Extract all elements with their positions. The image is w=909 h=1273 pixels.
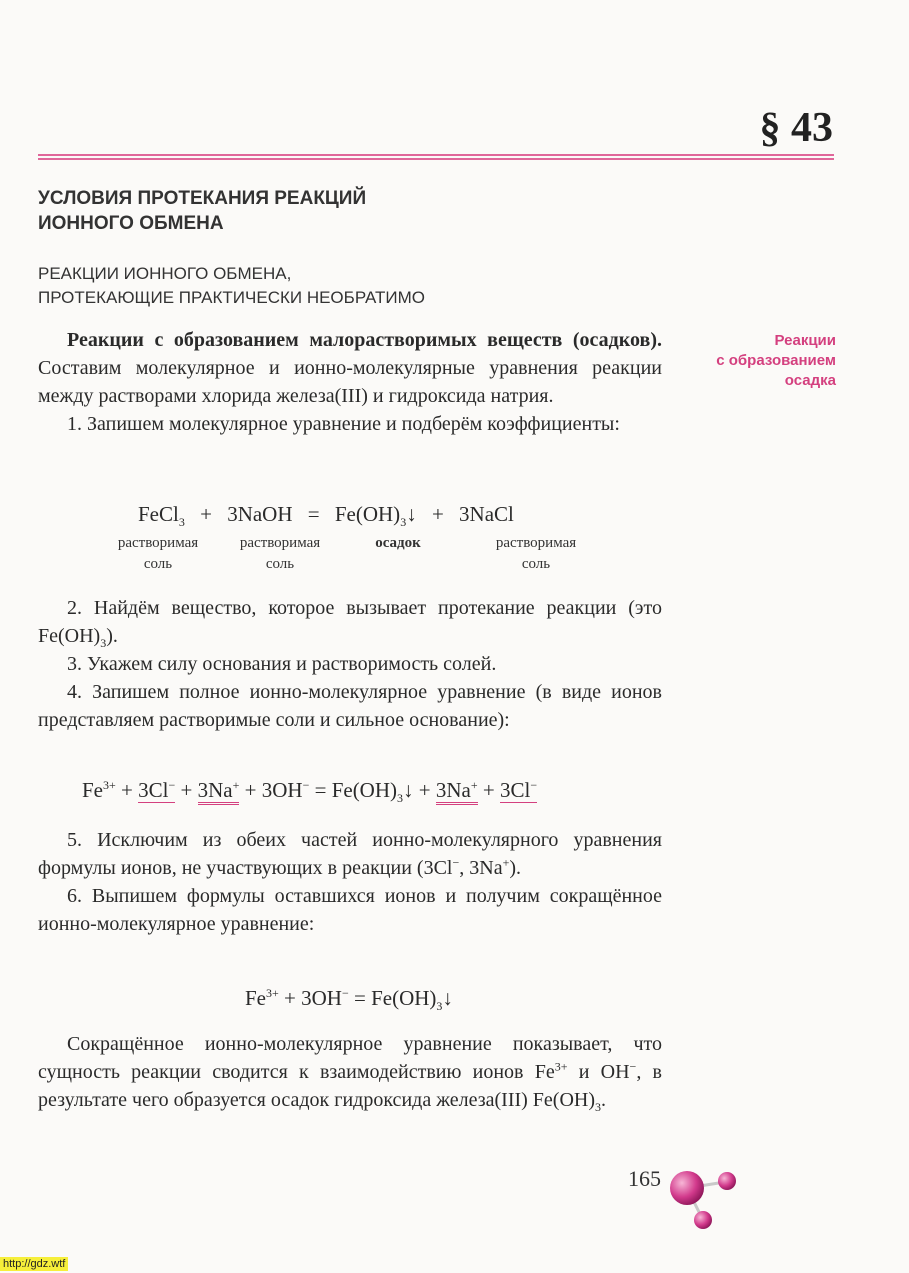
caption-soluble-salt-2: растворимая соль (239, 535, 321, 572)
step-6: 6. Выпишем формулы оставшихся ионов и получим сокращённое ионно-молекулярное уравнение: (38, 885, 662, 935)
eq2-na-ion-right: 3Na+ (436, 778, 478, 805)
margin-note-line-2: с образованием (716, 352, 836, 369)
eq2-cl-ion-right: 3Cl− (499, 778, 538, 802)
net-ionic-equation: $Fe^{3+} + 3OH^-$ = $Fe(OH)_3↓$ (245, 986, 453, 1014)
step-5: 5. Исключим из обеих частей ионно-молекулярного уравнения формулы ионов, не участвующих в реакции (3Cl−, 3Na+). (38, 829, 662, 879)
eq1-term-1: FeCl$_3$ (138, 502, 185, 530)
watermark-link[interactable]: http://gdz.wtf (0, 1257, 68, 1271)
caption-soluble-salt-3: растворимая соль (495, 535, 577, 572)
subtitle-line-1: РЕАКЦИИ ИОННОГО ОБМЕНА, (38, 264, 292, 283)
page-number: 165 (628, 1166, 661, 1191)
header-divider (38, 154, 834, 160)
title-line-1: УСЛОВИЯ ПРОТЕКАНИЯ РЕАКЦИЙ (38, 188, 367, 209)
intro-bold: Реакции с образованием малорастворимых веществ (осадков). (67, 329, 662, 351)
eq3-product: $Fe(OH)_3↓$ (371, 986, 453, 1014)
margin-note (716, 331, 836, 391)
step-3: 3. Укажем силу основания и растворимость солей. (67, 653, 497, 675)
eq1-term-2: 3NaOH (227, 502, 293, 526)
eq2-na-ion-left: 3Na+ (198, 778, 240, 805)
conclusion-paragraph: Сокращённое ионно-молекулярное уравнение показывает, что сущность реакции сводится к взаимодействию ионов $Fe^{3+}$ и OH−, в результате чего образуется осадок гидроксида железа(III) $Fe(OH)_3$. (38, 1033, 662, 1114)
steps-5-6 (38, 826, 662, 938)
margin-note-line-1: Реакции (774, 332, 836, 349)
eq2-fe-ion: $Fe^{3+}$ (82, 778, 116, 802)
molecular-equation (138, 502, 514, 530)
subsection-heading (38, 262, 425, 310)
eq3-oh-ion: 3OH− (301, 986, 349, 1010)
caption-precipitate: осадок (375, 535, 421, 551)
eq3-fe-ion: $Fe^{3+}$ (245, 986, 279, 1010)
eq1-term-4: 3NaCl (459, 502, 514, 526)
intro-text: Составим молекулярное и ионно-молекулярные уравнения реакции между растворами хлорида железа(III) и гидроксида натрия. (38, 357, 662, 407)
intro-paragraph (38, 326, 662, 438)
eq2-cl-ion-left: 3Cl− (138, 778, 176, 802)
molecule-icon (665, 1162, 745, 1234)
step-2: 2. Найдём вещество, которое вызывает протекание реакции (это $Fe(OH)_3$). (38, 597, 662, 650)
section-number: § 43 (759, 105, 833, 151)
caption-soluble-salt-1: растворимая соль (117, 535, 199, 572)
subtitle-line-2: ПРОТЕКАЮЩИЕ ПРАКТИЧЕСКИ НЕОБРАТИМО (38, 288, 426, 307)
eq1-term-3: $Fe(OH)_3↓$ (334, 502, 417, 530)
margin-note-line-3: осадка (784, 372, 836, 389)
page-title (38, 186, 366, 236)
step-1: 1. Запишем молекулярное уравнение и подберём коэффициенты: (67, 413, 620, 435)
title-line-2: ИОННОГО ОБМЕНА (38, 213, 224, 234)
eq1-plus-1: + (200, 502, 212, 526)
step-4: 4. Запишем полное ионно-молекулярное уравнение (в виде ионов представляем растворимые соли и сильное основание): (38, 681, 662, 731)
eq2-oh-ion: 3OH− (261, 778, 310, 802)
eq1-equals: = (307, 502, 320, 526)
full-ionic-equation: $Fe^{3+} + 3Cl^- + 3Na^+ + 3OH^-$ = $Fe(OH)_3↓ + 3Na^+ + 3Cl^-$ (82, 778, 538, 806)
eq2-product: $Fe(OH)_3↓$ (331, 778, 414, 806)
steps-2-4 (38, 594, 662, 734)
eq1-plus-2: + (431, 502, 444, 526)
